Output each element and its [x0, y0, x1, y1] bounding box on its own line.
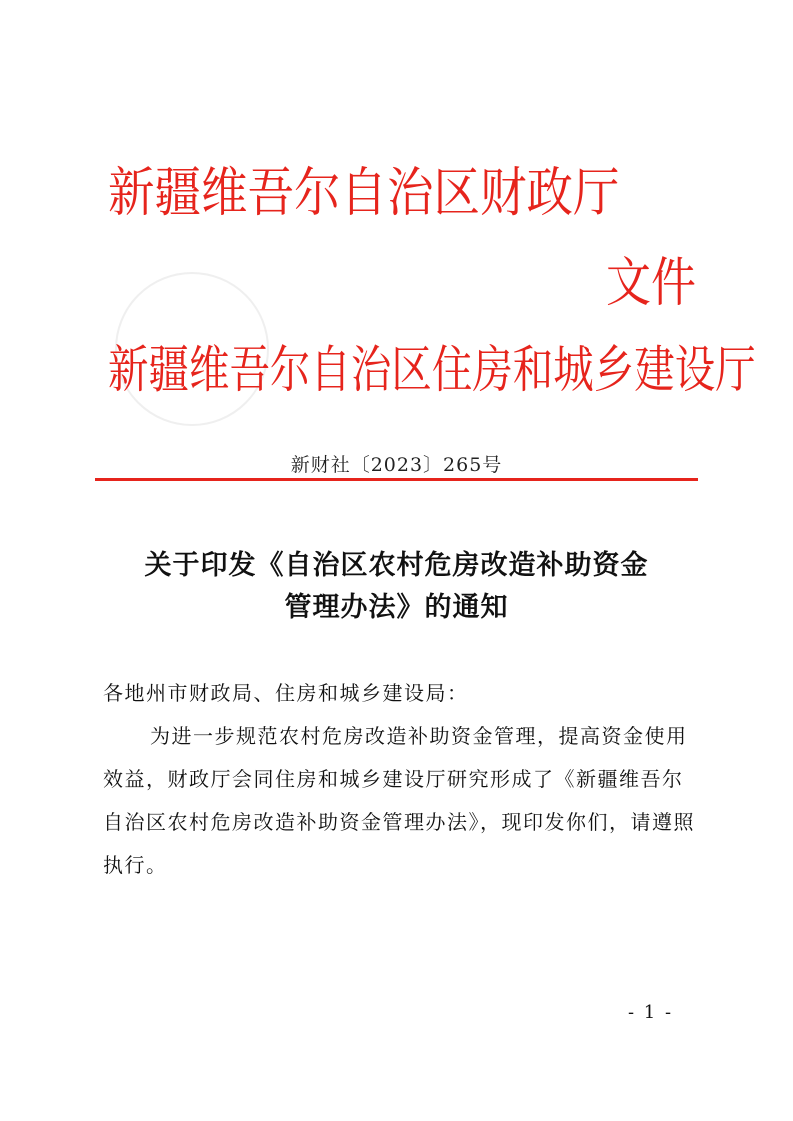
page-number: - 1 -	[628, 1002, 674, 1023]
salutation: 各地州市财政局、住房和城乡建设局：	[103, 681, 469, 705]
notice-title-line-1: 关于印发《自治区农村危房改造补助资金	[144, 550, 649, 581]
document-number: 新财社〔2023〕265号	[290, 454, 503, 476]
issuer-finance-department: 新疆维吾尔自治区财政厅	[108, 161, 620, 224]
issuer-housing-department: 新疆维吾尔自治区住房和城乡建设厅	[108, 339, 756, 400]
notice-title-line-2: 管理办法》的通知	[284, 592, 509, 623]
document-word: 文件	[606, 251, 696, 314]
body-paragraph-line: 效益，财政厅会同住房和城乡建设厅研究形成了《新疆维吾尔	[103, 767, 684, 791]
body-paragraph-line: 自治区农村危房改造补助资金管理办法》，现印发你们，请遵照	[103, 810, 695, 834]
body-paragraph-line: 执行。	[103, 853, 168, 877]
red-divider-line	[95, 478, 698, 481]
body-paragraph-line: 为进一步规范农村危房改造补助资金管理，提高资金使用	[150, 724, 688, 748]
